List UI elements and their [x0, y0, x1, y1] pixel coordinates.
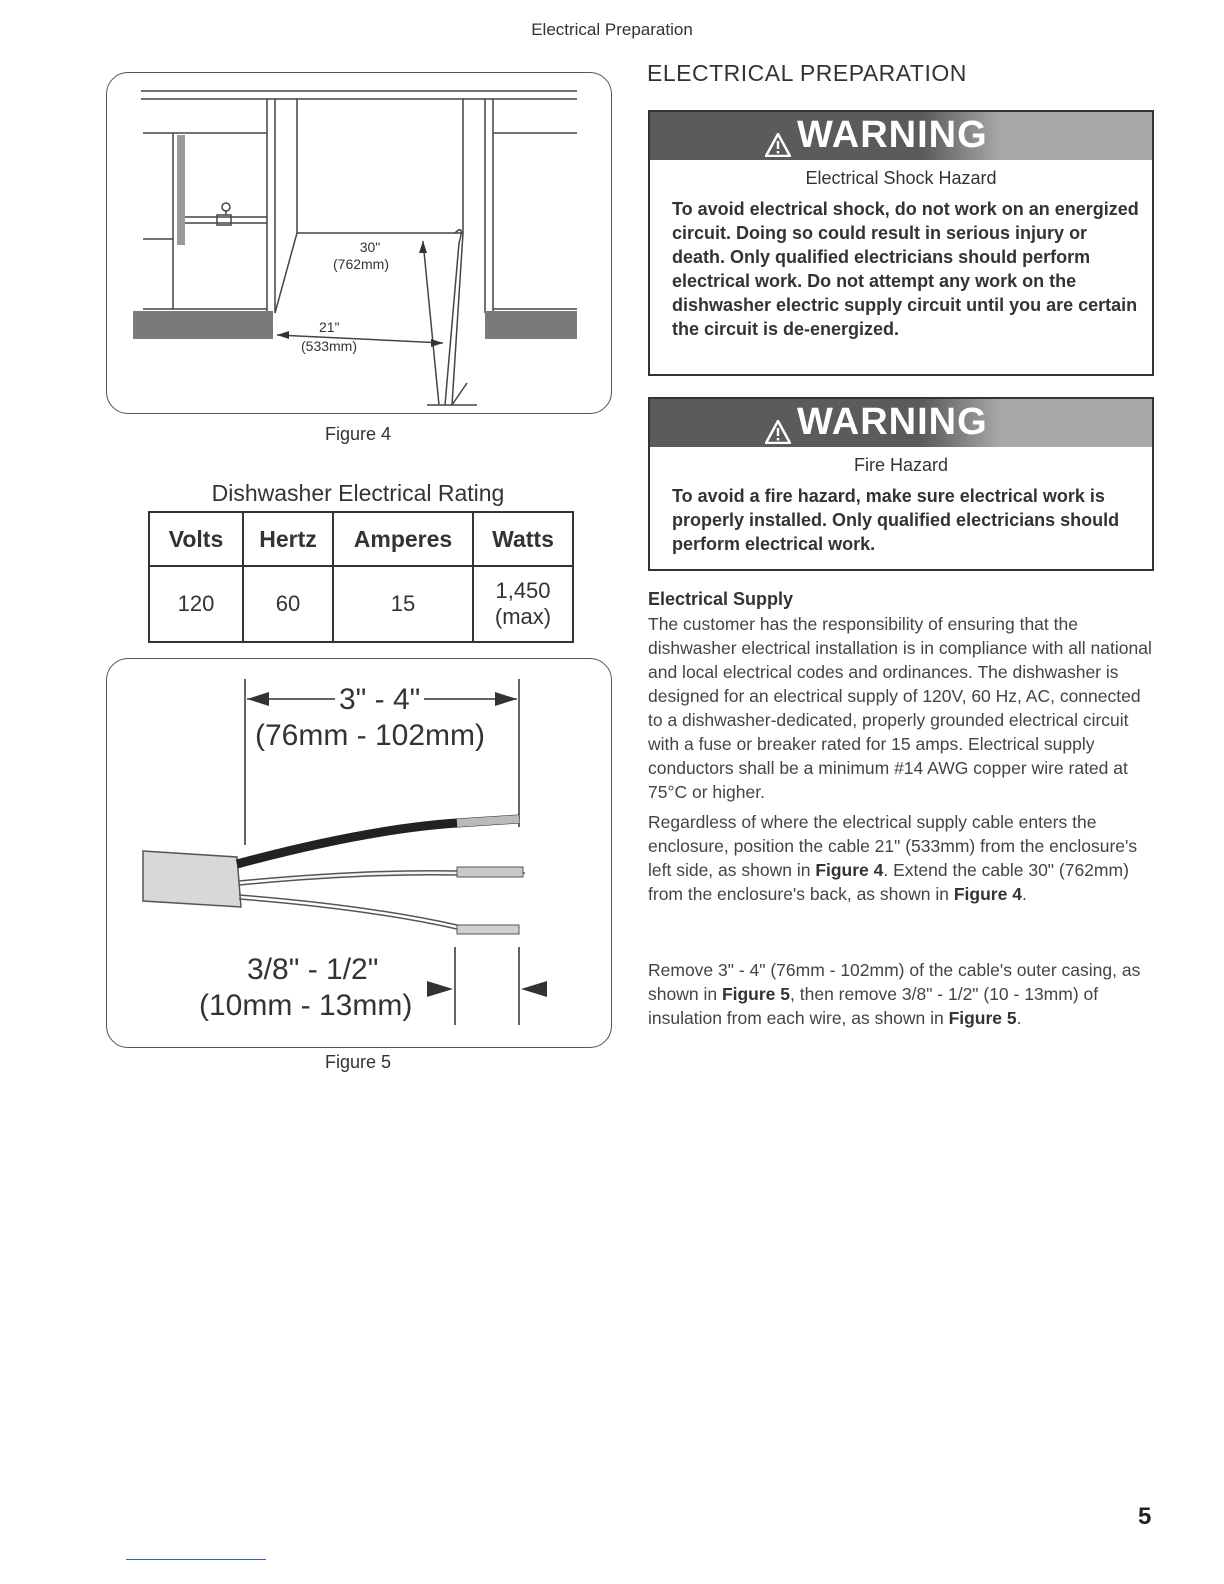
- supply-paragraph-3: Remove 3" - 4" (76mm - 102mm) of the cable's outer casing, as shown in Figure 5, then remove 3/8" - 1/2" (10 - 13mm) of insulation from each wire, as shown in Figure 5.: [648, 960, 1141, 1028]
- cell-hertz: 60: [243, 566, 333, 642]
- casing-dim-mm-label: (76mm - 102mm): [255, 719, 486, 752]
- col-volts: Volts: [149, 512, 243, 566]
- running-header: Electrical Preparation: [531, 20, 693, 39]
- col-watts: Watts: [473, 512, 573, 566]
- warning-body: To avoid a fire hazard, make sure electrical work is properly installed. Only qualified electricians should perform electrical work.: [672, 486, 1120, 554]
- supply-paragraph-2: Regardless of where the electrical supply cable enters the enclosure, position the cable 21" (533mm) from the enclosure's left side, as shown in Figure 4. Extend the cable 30" (762mm) from the enclosure's back, as shown in Figure 4.: [648, 812, 1138, 904]
- figure-5-diagram: [106, 658, 612, 1048]
- col-hertz: Hertz: [243, 512, 333, 566]
- watts-value: 1,450: [495, 578, 551, 603]
- electrical-rating-table: [148, 511, 574, 643]
- warning-triangle-icon: [765, 124, 791, 148]
- figure-5-caption: Figure 5: [324, 1052, 392, 1072]
- watts-max-note: (max): [494, 604, 552, 629]
- shock-warning-box: [648, 110, 1154, 376]
- warning-label: WARNING: [797, 401, 988, 443]
- figure-reference: Figure 5: [721, 984, 791, 1004]
- warning-subtitle: Fire Hazard: [853, 455, 949, 475]
- cell-watts: [473, 566, 573, 642]
- warning-banner: [650, 112, 1152, 160]
- col-amperes: Amperes: [333, 512, 473, 566]
- dim-side-label: 21": [319, 319, 340, 335]
- electrical-supply-heading: Electrical Supply: [648, 589, 794, 609]
- warning-body: To avoid electrical shock, do not work on an energized circuit. Doing so could result in serious injury or death. Only qualified electricians should perform electrical work. Do not attempt any work on the dishwasher electric supply circuit until you are certain the circuit is de-energized.: [672, 199, 1139, 339]
- dim-side-mm-label: (533mm): [301, 338, 358, 354]
- section-title: ELECTRICAL PREPARATION: [647, 60, 967, 86]
- strip-dim-mm-label: (10mm - 13mm): [199, 989, 413, 1022]
- warning-triangle-icon: [765, 411, 791, 435]
- figure-4-caption: Figure 4: [324, 424, 392, 444]
- supply-paragraph-1: The customer has the responsibility of ensuring that the dishwasher electrical installation is in compliance with all national and local electrical codes and ordinances. The dishwasher is designed for an electrical supply of 120V, 60 Hz, AC, connected to a dishwasher-dedicated, properly grounded electrical circuit with a fuse or breaker rated for 15 amps. Electrical supply conductors shall be a minimum #14 AWG copper wire rated at 75°C or higher.: [648, 614, 1152, 802]
- warning-label: WARNING: [797, 114, 988, 156]
- table-row: [149, 566, 573, 642]
- footer-rule: [126, 1559, 266, 1560]
- fire-warning-box: [648, 397, 1154, 571]
- warning-subtitle: Electrical Shock Hazard: [805, 168, 997, 188]
- cell-volts: 120: [149, 566, 243, 642]
- warning-banner: [650, 399, 1152, 447]
- rating-table-title: Dishwasher Electrical Rating: [211, 480, 505, 506]
- figure-reference: Figure 4: [953, 884, 1022, 904]
- figure-reference: Figure 5: [948, 1008, 1017, 1028]
- dim-depth-label: 30": [359, 239, 381, 255]
- casing-dim-label: 3" - 4": [335, 683, 424, 717]
- figure-reference: Figure 4: [815, 860, 884, 880]
- strip-dim-label: 3/8" - 1/2": [247, 953, 379, 986]
- dim-depth-mm-label: (762mm): [333, 256, 390, 272]
- figure-4-diagram: [106, 72, 612, 414]
- page-number: 5: [1138, 1503, 1152, 1530]
- cell-amperes: 15: [333, 566, 473, 642]
- table-header-row: [149, 512, 573, 566]
